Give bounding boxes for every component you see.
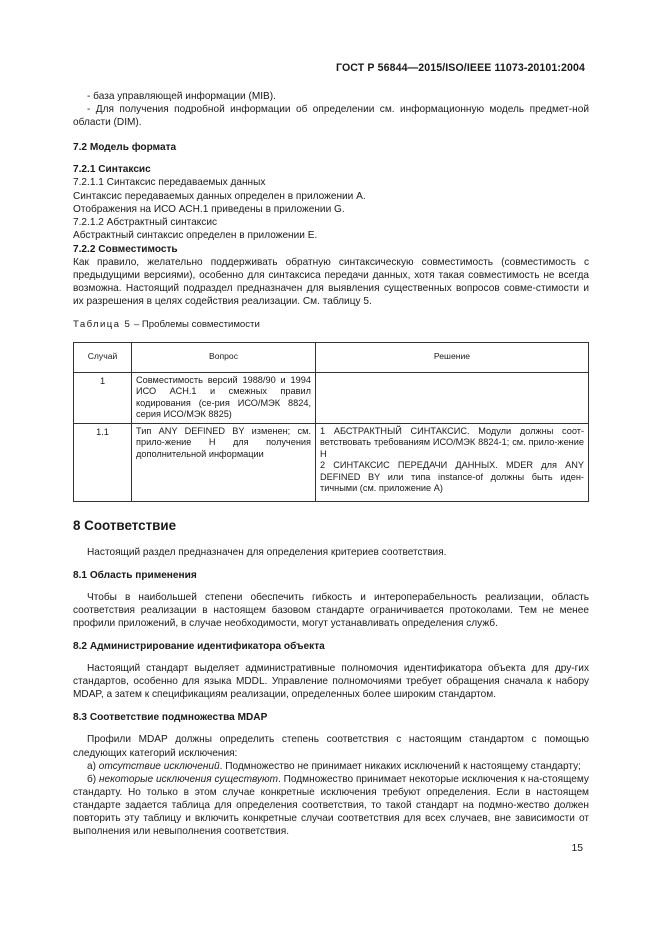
item-b-prefix: б) xyxy=(87,773,99,785)
table-caption-label: Таблица 5 xyxy=(73,319,132,331)
item-b xyxy=(73,773,589,838)
section-7-2-1-1: 7.2.1.1 Синтаксис передаваемых данных xyxy=(73,177,266,189)
bullet-mib: - база управляющей информации (MIB). xyxy=(87,91,276,102)
table-row xyxy=(74,372,589,423)
header-case: Случай xyxy=(74,342,132,372)
table-caption xyxy=(73,318,589,331)
item-a-emphasis: отсутствие исключений xyxy=(98,760,220,772)
section-7-2-title: 7.2 Модель формата xyxy=(73,142,177,154)
section-7-2-1-2: 7.2.1.2 Абстрактный синтаксис xyxy=(73,216,218,228)
header-solution: Решение xyxy=(316,342,589,372)
standard-header: ГОСТ Р 56844—2015/ISO/IEEE 11073-20101:2004 xyxy=(335,62,585,74)
row2-solution xyxy=(316,423,589,501)
section-8-1-title: 8.1 Область применения xyxy=(73,569,197,581)
transfer-syntax-defined: Синтаксис передаваемых данных определен в приложении А. xyxy=(73,190,366,202)
section-8-2-text: Настоящий стандарт выделяет административные полномочия идентификатора объекта для дру-гих стандартов, особенно для языка MDDL. Управление полномочиями требует обращения сначала к набору MDAP, а затем к спецификациям реализации, определенных более широким стандартом. xyxy=(73,663,589,701)
section-7-2-2-title: 7.2.2 Совместимость xyxy=(73,243,178,255)
section-8-3-title: 8.3 Соответствие подмножества MDAP xyxy=(73,712,268,724)
row1-solution xyxy=(316,372,589,423)
asn-mappings: Отображения на ИСО АСН.1 приведены в приложении G. xyxy=(73,203,345,215)
section-8-2-title: 8.2 Администрирование идентификатора объекта xyxy=(73,640,325,652)
bullet-dim: - Для получения подробной информации об определении см. информационную модель предмет-ной области (DIM). xyxy=(73,104,589,129)
item-a-text: . Подмножество не принимает никаких исключений к настоящему стандарту; xyxy=(219,760,581,772)
section-8-1-text: Чтобы в наибольшей степени обеспечить гибкость и интероперабельность реализации, область соответствия реализации в настоящем базовом стандарте ограничивается протоколами. Тем не менее профили приложений, в случае необходимости, могут устанавливать определения служб. xyxy=(73,591,589,629)
table-caption-text: – Проблемы совместимости xyxy=(131,319,260,331)
section-8-title: 8 Соответствие xyxy=(73,517,177,533)
header-question: Вопрос xyxy=(132,342,316,372)
row2-case: 1.1 xyxy=(74,423,132,501)
page-number: 15 xyxy=(571,843,583,854)
table-row xyxy=(74,423,589,501)
table-header-row xyxy=(74,342,589,372)
item-a xyxy=(73,760,589,773)
section-8-intro: Настоящий раздел предназначен для определения критериев соответствия. xyxy=(87,546,447,558)
section-7-2-1-title: 7.2.1 Синтаксис xyxy=(73,164,151,176)
row1-case: 1 xyxy=(74,372,132,423)
section-8-3-text: Профили MDAP должны определить степень соответствия с настоящим стандартом с помощью следующих категорий исключения: xyxy=(73,734,589,759)
compatibility-paragraph: Как правило, желательно поддерживать обратную синтаксическую совместимость (совместимость с предыдущими версиями), особенно для синтаксиса передачи данных, хотя такая совместимость не всегда возможна. Настоящий подраздел предназначен для выявления существенных вопросов совме-стимости и их разрешения в целях содействия реализации. См. таблицу 5. xyxy=(73,257,589,308)
item-b-emphasis: некоторые исключения существуют xyxy=(99,773,278,785)
page-content xyxy=(73,90,589,838)
row2-question: Тип ANY DEFINED BY изменен; см. прило-жение H для получения дополнительной информации xyxy=(132,423,316,501)
row2-solution-1: 1 АБСТРАКТНЫЙ СИНТАКСИС. Модули должны соот-ветствовать требованиям ИСО/МЭК 8824-1; см. прило-жение H xyxy=(320,425,584,459)
compatibility-table xyxy=(73,342,589,502)
abstract-syntax-defined: Абстрактный синтаксис определен в приложении Е. xyxy=(73,229,318,241)
row1-question: Совместимость версий 1988/90 и 1994 ИСО АСН.1 и смежных правил кодирования (се-рия ИСО/МЭК 8824, серия ИСО/МЭК 8825) xyxy=(132,372,316,423)
item-b-text: . Подмножество принимает некоторые исключения к на-стоящему стандарту. Но только в этом случае конкретные исключения требуют определения. Если в настоящем стандарте задается таблица для определения соответствия, то такой стандарт на подмно-жество должен повторить эту таблицу и включить конкретные случаи соответствия для всех случаев, вне зависимости от выполнения или невыполнения соответствия. xyxy=(73,773,589,838)
row2-solution-2: 2 СИНТАКСИС ПЕРЕДАЧИ ДАННЫХ. MDER для ANY DEFINED BY или типа instance-of должны быть иден-тичными (см. приложение А) xyxy=(320,460,584,493)
item-a-prefix: а) xyxy=(87,760,99,772)
